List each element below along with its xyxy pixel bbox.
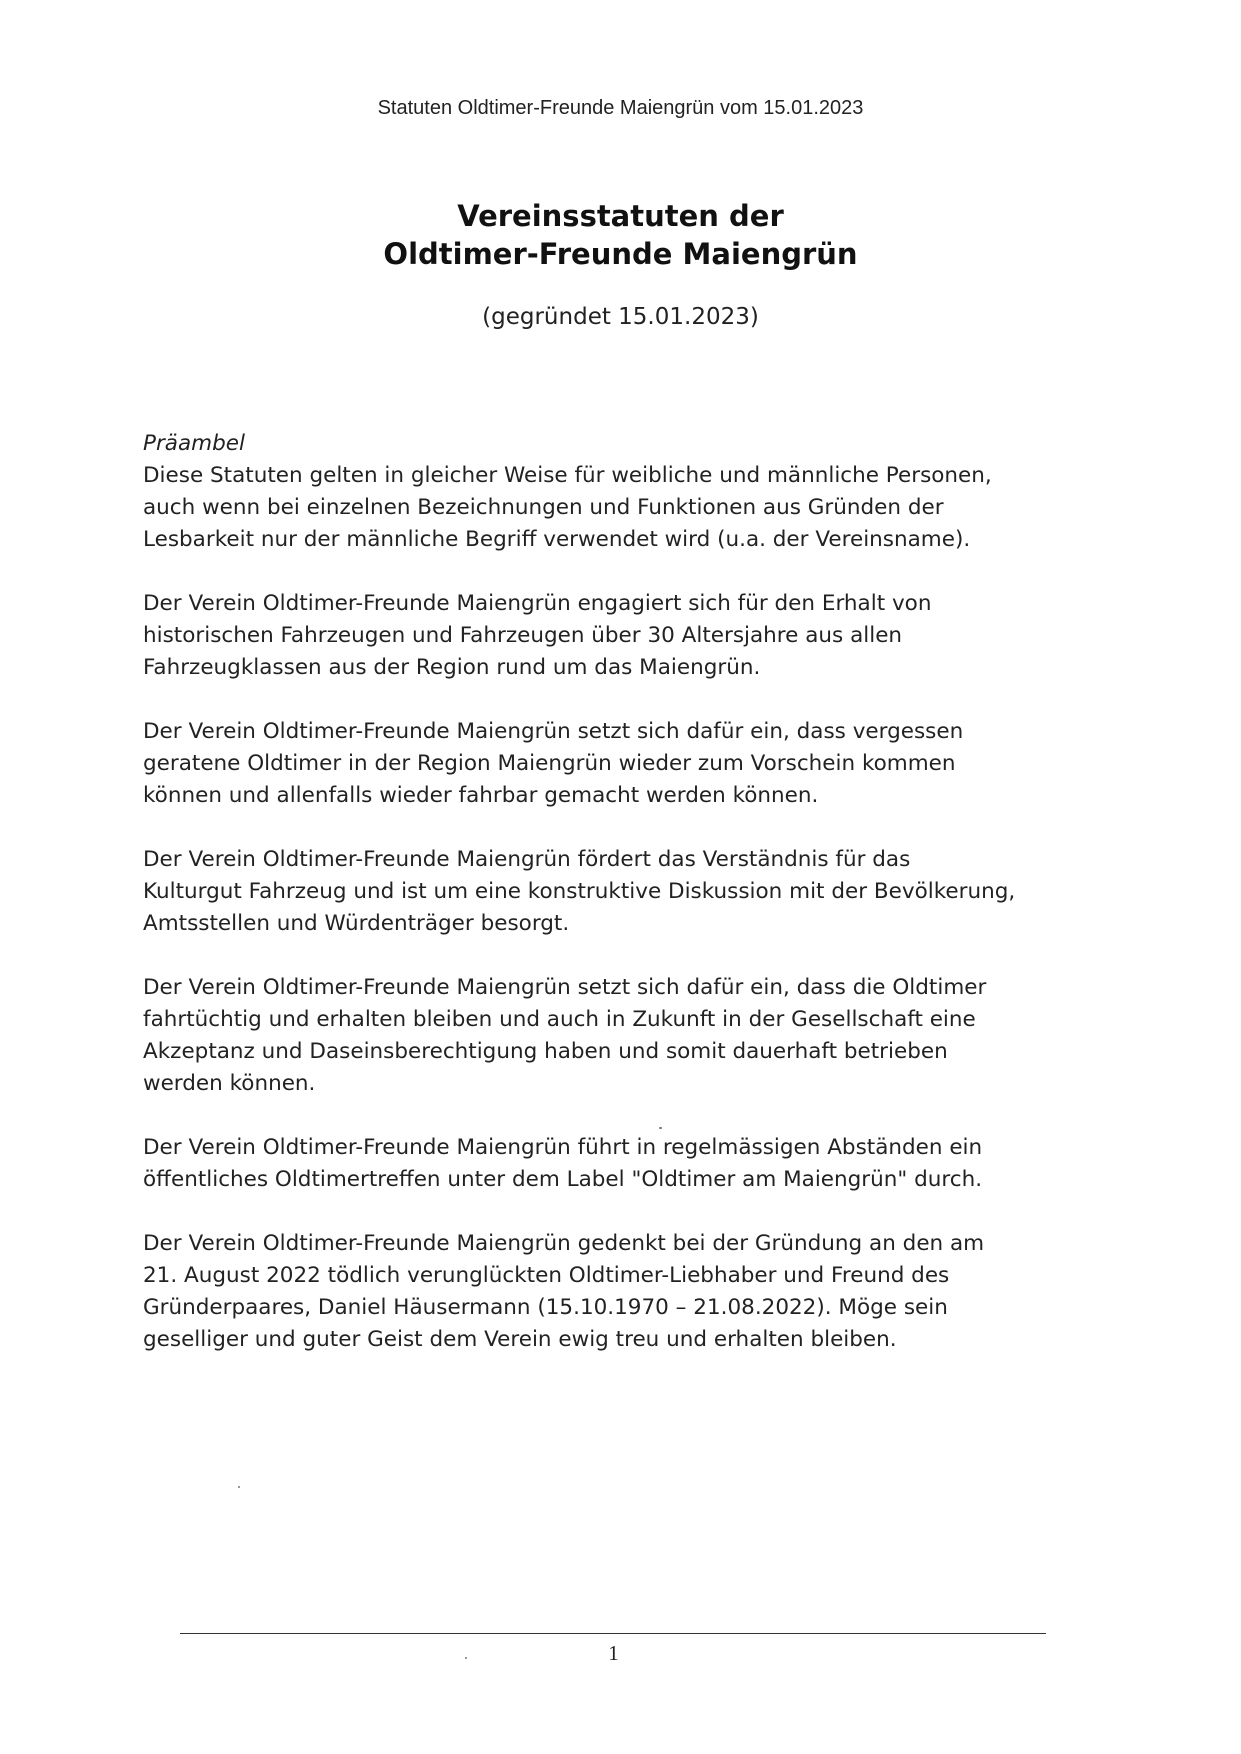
paragraph-line: Der Verein Oldtimer-Freunde Maiengrün fördert das Verständnis für das [143,847,911,872]
founding-date: (gegründet 15.01.2023) [482,304,759,330]
paragraph-line: Fahrzeugklassen aus der Region rund um das Maiengrün. [143,655,761,680]
paragraph-line: fahrtüchtig und erhalten bleiben und auch in Zukunft in der Gesellschaft eine [143,1007,976,1032]
paragraph-line: geratene Oldtimer in der Region Maiengrün wieder zum Vorschein kommen [143,751,956,776]
paragraph-line: auch wenn bei einzelnen Bezeichnungen und Funktionen aus Gründen der [143,495,944,520]
preamble-heading: Präambel [143,431,245,456]
paragraph-line: Amtsstellen und Würdenträger besorgt. [143,911,570,936]
paragraph-line: Der Verein Oldtimer-Freunde Maiengrün setzt sich dafür ein, dass die Oldtimer [143,975,987,1000]
paragraph-line: Gründerpaares, Daniel Häusermann (15.10.1970 – 21.08.2022). Möge sein [143,1295,948,1320]
title-line-1: Vereinsstatuten der [457,199,784,233]
paragraph-line: historischen Fahrzeugen und Fahrzeugen über 30 Altersjahre aus allen [143,623,903,648]
paragraph-line: Akzeptanz und Daseinsberechtigung haben und somit dauerhaft betrieben [143,1039,948,1064]
paragraph [143,1228,1123,1356]
paragraph-line: Der Verein Oldtimer-Freunde Maiengrün setzt sich dafür ein, dass vergessen [143,719,964,744]
paragraph-line: Der Verein Oldtimer-Freunde Maiengrün engagiert sich für den Erhalt von [143,591,932,616]
paragraph [143,972,1123,1100]
paragraph-line: werden können. [143,1071,316,1096]
running-header: Statuten Oldtimer-Freunde Maiengrün vom 15.01.2023 [377,97,864,119]
preamble-section [143,428,1123,1388]
paragraph-line: Der Verein Oldtimer-Freunde Maiengrün führt in regelmässigen Abständen ein [143,1135,983,1160]
paragraph [143,716,1123,812]
paragraph-line: öffentliches Oldtimertreffen unter dem Label "Oldtimer am Maiengrün" durch. [143,1167,983,1192]
paragraph-line: Diese Statuten gelten in gleicher Weise für weibliche und männliche Personen, [143,463,992,488]
paragraph [143,460,1123,556]
paragraph-line: können und allenfalls wieder fahrbar gemacht werden können. [143,783,819,808]
paragraph-line: 21. August 2022 tödlich verunglückten Oldtimer-Liebhaber und Freund des [143,1263,950,1288]
scan-speck [659,1127,662,1129]
paragraph-line: geselliger und guter Geist dem Verein ewig treu und erhalten bleiben. [143,1327,897,1352]
paragraph [143,844,1123,940]
page-number: 1 [608,1641,619,1665]
paragraph-line: Kulturgut Fahrzeug und ist um eine konstruktive Diskussion mit der Bevölkerung, [143,879,1016,904]
paragraph-line: Lesbarkeit nur der männliche Begriff verwendet wird (u.a. der Vereinsname). [143,527,971,552]
title-line-2: Oldtimer-Freunde Maiengrün [383,237,858,271]
paragraph [143,588,1123,684]
paragraph [143,1132,1123,1196]
footer-divider [180,1633,1046,1634]
document-title [0,197,1241,273]
paragraph-line: Der Verein Oldtimer-Freunde Maiengrün gedenkt bei der Gründung an den am [143,1231,985,1256]
scan-speck [238,1486,240,1488]
